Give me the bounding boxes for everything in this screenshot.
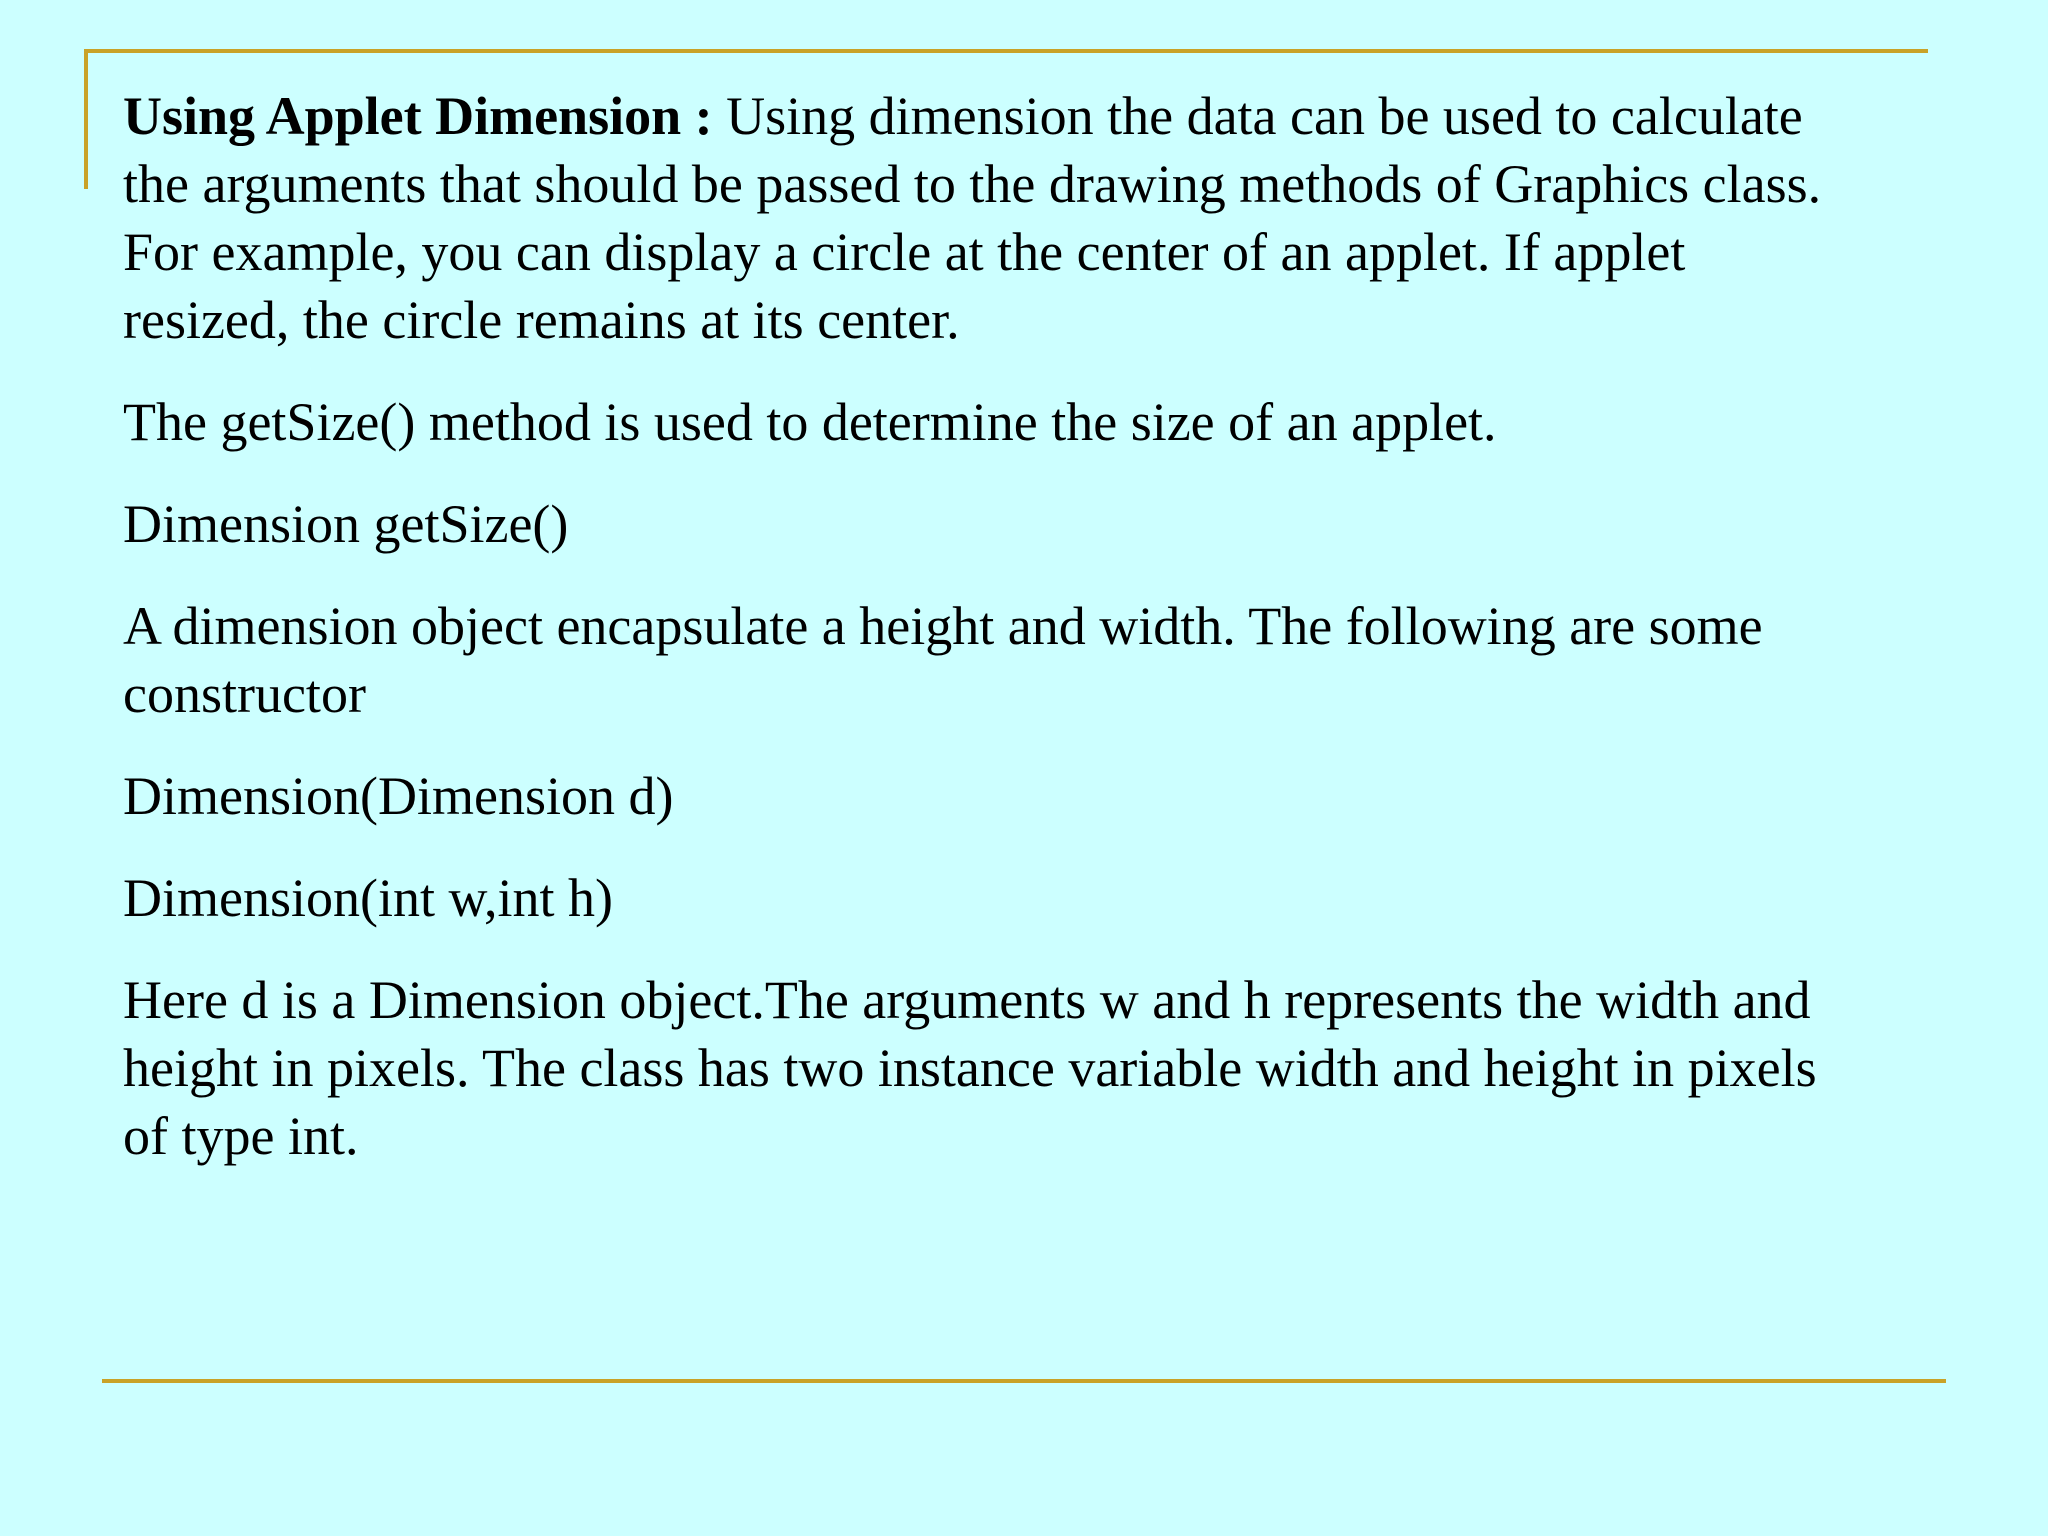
paragraph-line: Dimension(int w,int h) — [123, 868, 613, 928]
paragraph-constructor-explanation — [123, 966, 1923, 1170]
paragraph-line: The getSize() method is used to determine the size of an applet. — [123, 392, 1497, 452]
paragraph-line: constructor — [123, 664, 366, 724]
paragraph-line: Here d is a Dimension object.The arguments w and h represents the width and — [123, 970, 1811, 1030]
bottom-rule — [102, 1379, 1946, 1383]
lead-heading: Using Applet Dimension : — [123, 86, 713, 146]
paragraph-dimension-object — [123, 592, 1923, 728]
paragraph-getsize-signature — [123, 490, 1923, 558]
paragraph-line: of type int. — [123, 1106, 359, 1166]
paragraph-line: the arguments that should be passed to the drawing methods of Graphics class. — [123, 154, 1822, 214]
paragraph-line — [123, 82, 1923, 150]
paragraph-line: Dimension(Dimension d) — [123, 766, 674, 826]
paragraph-line: resized, the circle remains at its center. — [123, 290, 960, 350]
paragraph-text: Using dimension the data can be used to calculate — [712, 86, 1803, 146]
paragraph-line: For example, you can display a circle at the center of an applet. If applet — [123, 222, 1686, 282]
paragraph-constructor-wh — [123, 864, 1923, 932]
paragraph-line: A dimension object encapsulate a height and width. The following are some — [123, 596, 1763, 656]
paragraph-getsize-description — [123, 388, 1923, 456]
top-rule — [84, 49, 1928, 53]
paragraph-constructor-copy — [123, 762, 1923, 830]
paragraph-applet-dimension — [123, 82, 1923, 354]
slide-body — [123, 82, 1923, 1204]
paragraph-line: Dimension getSize() — [123, 494, 569, 554]
paragraph-line: height in pixels. The class has two instance variable width and height in pixels — [123, 1038, 1817, 1098]
left-rule — [84, 49, 88, 189]
